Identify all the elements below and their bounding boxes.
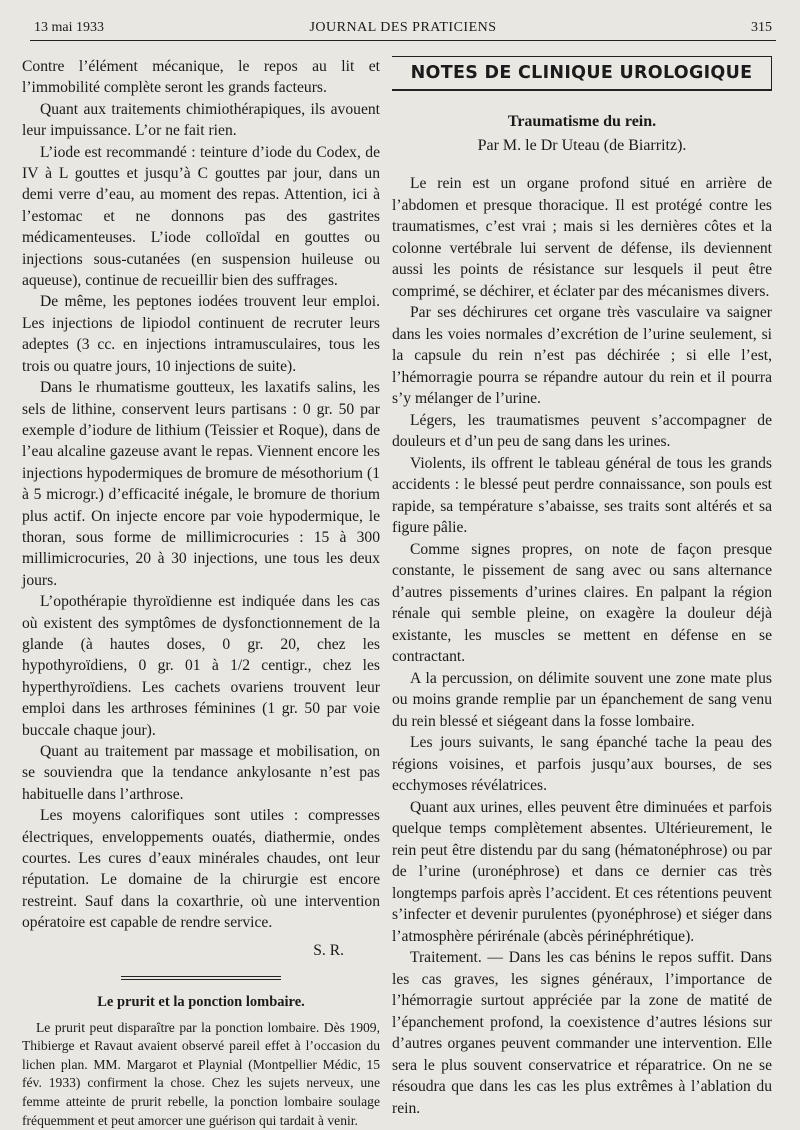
paragraph: L’opothérapie thyroïdienne est indiquée dans les cas où existent des symptômes de dysfonctionnement de la glande (à hautes doses, 0 gr. 20, chez les hypothyroïdiens, 0 gr. 01 à 1/2 centigr., chez les hyperthyroïdiens. Les cachets ovariens trouvent leur emploi dans les arthroses féminines (1 gr. 50 par voie buccale chaque jour). — [22, 593, 380, 739]
paragraph: L’iode est recommandé : teinture d’iode du Codex, de IV à L gouttes et jusqu’à C gouttes par jour, dans un demi verre d’eau, au moment des repas. Attention, ici à l’estomac et ne donnons pas des gastrites médicamenteuses. L’iode colloïdal en gouttes ou injections sous-cutanées (en suspension huileuse ou aqueuse), continue de recueillir bien des suffrages. — [22, 143, 380, 290]
paragraph: Traitement. — Dans les cas bénins le repos suffit. Dans les cas graves, les signes généraux, l’importance de l’hémorragie surtout appréciée par la zone de matité de l’épanchement profond, la coexistence d’autres lésions sur d’autres organes peuvent commander une intervention. Elle sera le plus souvent conservatrice et réparatrice. On ne se résoudra que dans les cas les plus extrêmes à l’ablation du rein. — [392, 949, 772, 1117]
issue-date: 13 mai 1933 — [34, 20, 104, 35]
paragraph: Le rein est un organe profond situé en arrière de l’abdomen et presque thoracique. Il est protégé contre les traumatismes, c’est vrai ; mais si les dernières côtes et la colonne vertébrale lui servent de défense, ils deviennent aussi les points de résistance sur lesquels il peut être comprimé, se déchirer, et éclater par des mécanismes divers. — [392, 175, 772, 300]
signature: S. R. — [313, 941, 344, 959]
paragraph: A la percussion, on délimite souvent une zone mate plus ou moins grande remplie par un épanchement de sang venu du rein blessé et siégeant dans la fosse lombaire. — [392, 669, 772, 730]
paragraph: Les jours suivants, le sang épanché tache la peau des régions voisines, et parfois jusqu’aux bourses, de ses ecchymoses révélatrices. — [392, 734, 772, 794]
section-title: NOTES DE CLINIQUE UROLOGIQUE — [392, 61, 771, 90]
paragraph: Quant aux traitements chimiothérapiques, ils avouent leur impuissance. L’or ne fait rien. — [22, 100, 380, 140]
paragraph: Comme signes propres, on note de façon presque constante, le pissement de sang avec ou sans alternance d’autres pissements d’urines claires. En palpant la région rénale qui semble pleine, on exagère la douleur déjà existante, les muscles se mettent en défense en se contractant. — [392, 540, 772, 665]
page-number: 315 — [751, 20, 772, 35]
paragraph: Quant aux urines, elles peuvent être diminuées et parfois quelque temps complètement absentes. Ultérieurement, le rein peut être distendu par du sang (hématonéphrose) ou par de l’urine (uronéphrose) et dans ce dernier cas très longtemps parfois après l’accident. Et ces rétentions peuvent s’infecter et devenir purulentes (pyonéphrose) et siéger dans l’atmosphère périrénale (abcès périnéphrétique). — [392, 798, 772, 945]
paragraph: Violents, ils offrent le tableau général de tous les grands accidents : le blessé peut perdre connaissance, son pouls est rapide, sa température s’abaisse, ses traits sont altérés et sa figure pâlie. — [392, 454, 772, 536]
paragraph: Légers, les traumatismes peuvent s’accompagner de douleurs et d’un peu de sang dans les urines. — [392, 411, 772, 450]
paragraph: Les moyens calorifiques sont utiles : compresses électriques, enveloppements ouatés, diathermie, ondes courtes. Les cures d’eaux minérales chaudes, ont leur réputation. Le domaine de la chirurgie est encore restreint. Sauf dans la coxarthrie, où une intervention opératoire est capable de rendre service. — [22, 807, 380, 932]
right-column — [392, 56, 772, 1119]
paragraph: De même, les peptones iodées trouvent leur emploi. Les injections de lipiodol continuent de recruter leurs adeptes (3 cc. en injections intramusculaires, tous les trois ou quatre jours, 10 injections de suite). — [22, 293, 380, 375]
article-title: Traumatisme du rein. — [507, 113, 657, 130]
section-divider — [121, 976, 281, 980]
journal-title: JOURNAL DES PRATICIENS — [309, 20, 497, 35]
left-column — [22, 56, 380, 1130]
section-box — [392, 56, 772, 91]
paragraph: Le prurit peut disparaître par la ponction lombaire. Dès 1909, Thibierge et Ravaut avaient observé pareil effet à l’occasion du lichen plan. MM. Margarot et Playnial (Montpellier Médic, 15 fév. 1933) confirment la chose. Chez les sujets nerveux, une femme atteinte de prurit rebelle, la ponction lombaire soulage fréquemment et peut amorcer une guérison qui tardait à venir. — [22, 1019, 380, 1128]
paragraph: Contre l’élément mécanique, le repos au lit et l’immobilité complète seront les grands facteurs. — [22, 58, 380, 97]
running-header — [30, 18, 776, 41]
article-author: Par M. le Dr Uteau (de Biarritz). — [477, 137, 687, 154]
article-heading: Le prurit et la ponction lombaire. — [97, 993, 305, 1010]
paragraph: Par ses déchirures cet organe très vasculaire va saigner dans les voies normales d’excrétion de l’urine seulement, si la capsule du rein n’est pas déchirée ; si elle l’est, l’hémorragie pourra se répandre autour du rein et il pourra s’y mélanger de l’urine. — [392, 304, 772, 407]
paragraph: Dans le rhumatisme goutteux, les laxatifs salins, les sels de lithine, conservent leurs partisans : 0 gr. 50 par exemple d’iodure de lithium (Teissier et Roque), dans de l’eau alcaline gazeuse avant le repas. Viennent encore les injections hypodermiques de bromure de mésothorium (1 à 5 microgr.) d’efficacité inégale, le bromure de thorium plus actif. On injecte encore par voie hypodermique, le thoran, sous forme de millimicrocuries : 15 à 300 millimicrocuries, 20 à 30 injections, une tous les deux jours. — [22, 379, 380, 589]
paragraph: Quant au traitement par massage et mobilisation, on se souviendra que la tendance ankylosante n’est pas habituelle dans l’arthrose. — [22, 743, 380, 803]
